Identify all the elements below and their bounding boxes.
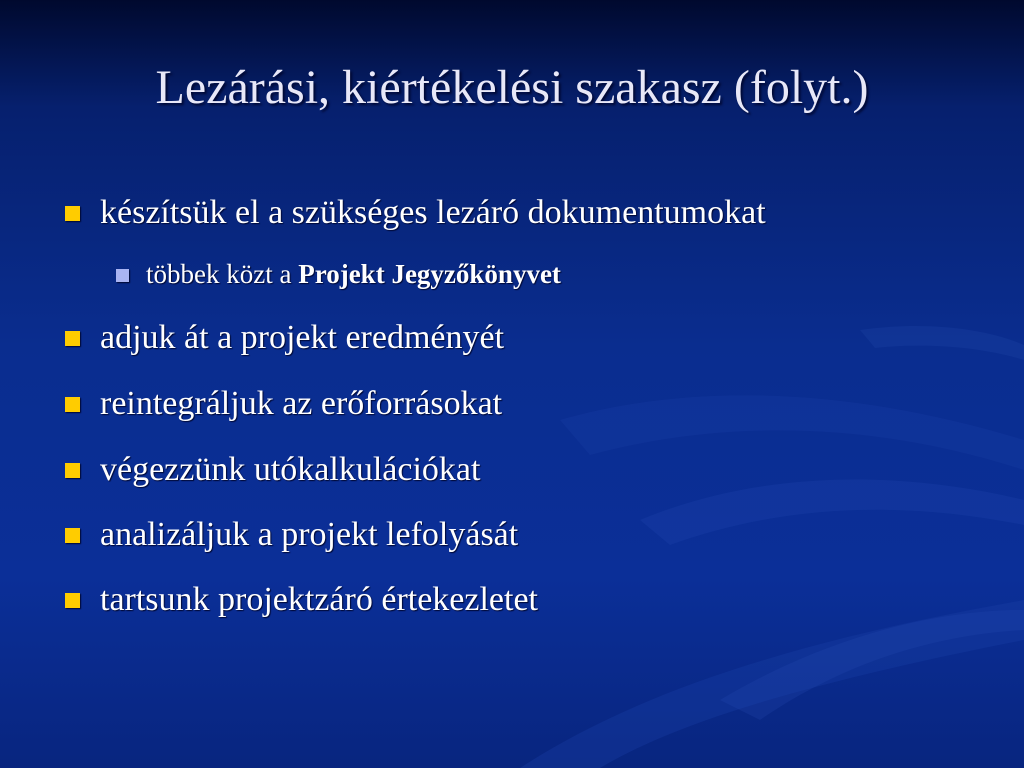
bullet-text: analizáljuk a projekt lefolyását xyxy=(100,516,519,553)
bullet-item-post-calculation xyxy=(100,450,480,490)
bullet-text: készítsük el a szükséges lezáró dokumentumokat xyxy=(100,194,766,231)
square-bullet-icon xyxy=(65,463,80,478)
square-bullet-icon xyxy=(65,528,80,543)
sub-bullet-bold-text: Projekt Jegyzőkönyvet xyxy=(298,259,561,289)
bullet-item-closing-meeting xyxy=(100,580,538,620)
slide-title: Lezárási, kiértékelési szakasz (folyt.) xyxy=(155,61,869,114)
bullet-text: reintegráljuk az erőforrásokat xyxy=(100,385,503,422)
bullet-item-resources xyxy=(100,384,502,424)
square-sub-bullet-icon xyxy=(116,269,129,282)
square-bullet-icon xyxy=(65,397,80,412)
bullet-item-documents xyxy=(100,193,766,233)
bullet-item-handover xyxy=(100,318,504,358)
sub-bullet-text: többek közt a xyxy=(146,259,299,289)
square-bullet-icon xyxy=(65,331,80,346)
bullet-item-analysis xyxy=(100,515,518,555)
bullet-text: adjuk át a projekt eredményét xyxy=(100,319,505,356)
bullet-text: végezzünk utókalkulációkat xyxy=(100,451,481,488)
square-bullet-icon xyxy=(65,206,80,221)
sub-bullet-item-minutes xyxy=(146,258,561,290)
bullet-text: tartsunk projektzáró értekezletet xyxy=(100,581,538,618)
square-bullet-icon xyxy=(65,593,80,608)
